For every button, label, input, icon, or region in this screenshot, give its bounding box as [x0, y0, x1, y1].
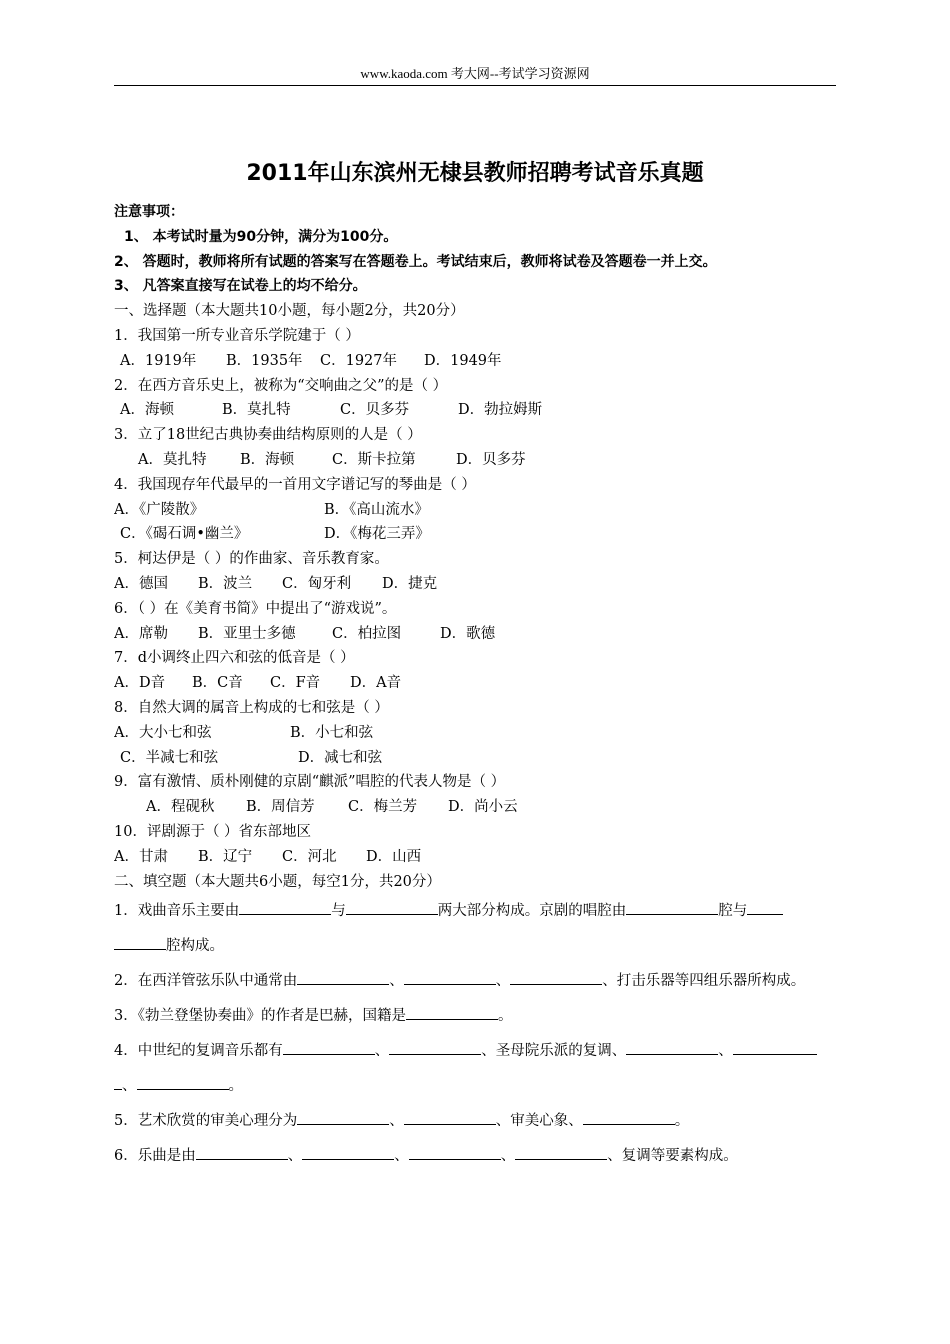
question-text: 3．立了18世纪古典协奏曲结构原则的人是（ ） [114, 427, 422, 444]
section-heading: 一、选择题（本大题共10小题，每小题2分，共20分） [114, 303, 465, 320]
option-row [114, 845, 838, 870]
option-row [114, 448, 838, 473]
question-text: 10．评剧源于（ ）省东部地区 [114, 823, 312, 840]
option: A．席勒 [114, 625, 168, 642]
option: A．程砚秋 [146, 799, 215, 816]
option: D．1949年 [424, 352, 502, 369]
answer-blank[interactable] [404, 970, 496, 985]
answer-blank[interactable] [409, 1145, 501, 1160]
option: C．匈牙利 [282, 575, 352, 592]
option: B．波兰 [198, 575, 253, 592]
answer-blank[interactable] [626, 1040, 718, 1055]
answer-blank[interactable] [297, 970, 389, 985]
option: C．F音 [270, 675, 321, 692]
option-row [114, 572, 838, 597]
notice-item: 1、 本考试时量为90分钟，满分为100分。 [124, 228, 398, 245]
option: C．半减七和弦 [120, 749, 219, 766]
answer-blank[interactable] [406, 1005, 498, 1020]
option: C．1927年 [320, 352, 397, 369]
option-row [114, 398, 838, 423]
option: B．1935年 [226, 352, 303, 369]
option: C．梅兰芳 [348, 799, 418, 816]
header-rule [114, 85, 836, 86]
option: A．1919年 [120, 352, 197, 369]
answer-blank[interactable] [297, 1110, 389, 1125]
fill-question: 3．《勃兰登堡协奏曲》的作者是巴赫，国籍是 。 [114, 999, 838, 1034]
notice-item: 2、 答题时，教师将所有试题的答案写在答题卷上。考试结束后，教师将试卷及答题卷一并上交。 [114, 253, 717, 270]
section-heading: 二、填空题（本大题共6小题，每空1分，共20分） [114, 873, 441, 890]
fill-question: 1．戏曲音乐主要由 与 两大部分构成。京剧的唱腔由 腔与 [114, 894, 838, 929]
option: B．海顿 [240, 451, 295, 468]
question-text: 2．在西方音乐史上，被称为“交响曲之父”的是（ ） [114, 377, 448, 394]
question-text: 9．富有激情、质朴刚健的京剧“麒派”唱腔的代表人物是（ ） [114, 774, 506, 791]
notice-item: 3、 凡答案直接写在试卷上的均不给分。 [114, 278, 367, 295]
option: A．《广陵散》 [114, 501, 205, 518]
page-title: 2011年山东滨州无棣县教师招聘考试音乐真题 [246, 161, 704, 186]
fill-question-cont: 腔构成。 [114, 929, 838, 964]
answer-blank[interactable] [302, 1145, 394, 1160]
question-text: 8．自然大调的属音上构成的七和弦是（ ） [114, 699, 389, 716]
answer-blank[interactable] [583, 1110, 675, 1125]
option: B．亚里士多德 [198, 625, 296, 642]
option: B．莫扎特 [222, 402, 291, 419]
question-text: 6．（ ）在《美育书简》中提出了“游戏说”。 [114, 600, 397, 617]
option: B．辽宁 [198, 848, 253, 865]
option-row [114, 622, 838, 647]
answer-blank[interactable] [404, 1110, 496, 1125]
fill-question: 2．在西洋管弦乐队中通常由 、 、 、打击乐器等四组乐器所构成。 [114, 964, 838, 999]
answer-blank[interactable] [283, 1040, 375, 1055]
option: B．C音 [192, 675, 243, 692]
fill-question: 6．乐曲是由 、 、 、 、复调等要素构成。 [114, 1139, 838, 1174]
question-text: 7．d小调终止四六和弦的低音是（ ） [114, 650, 355, 667]
option: C．贝多芬 [340, 402, 410, 419]
option: A．德国 [114, 575, 168, 592]
fill-question: 5．艺术欣赏的审美心理分为 、 、审美心象、 。 [114, 1104, 838, 1139]
page-header: www.kaoda.com 考大网--考试学习资源网 [360, 66, 590, 81]
option: C．柏拉图 [332, 625, 402, 642]
option: A．D音 [114, 675, 166, 692]
option: A．大小七和弦 [114, 724, 212, 741]
option: C．河北 [282, 848, 337, 865]
exam-body [114, 200, 838, 1174]
option: B．《高山流水》 [324, 501, 429, 518]
answer-blank[interactable] [626, 900, 718, 915]
option: D．减七和弦 [298, 749, 383, 766]
answer-blank[interactable] [196, 1145, 288, 1160]
option: D．山西 [366, 848, 422, 865]
answer-blank[interactable] [114, 1075, 122, 1090]
answer-blank[interactable] [239, 900, 331, 915]
fill-question-cont: 、 。 [114, 1069, 838, 1104]
option-row [114, 746, 838, 771]
answer-blank[interactable] [346, 900, 438, 915]
fill-question: 4．中世纪的复调音乐都有 、 、圣母院乐派的复调、 、 [114, 1034, 838, 1069]
question-text: 1．我国第一所专业音乐学院建于（ ） [114, 327, 360, 344]
option-row [114, 349, 838, 374]
answer-blank[interactable] [389, 1040, 481, 1055]
option-row [114, 498, 838, 523]
question-text: 5．柯达伊是（ ）的作曲家、音乐教育家。 [114, 551, 389, 568]
option: D．尚小云 [448, 799, 518, 816]
answer-blank[interactable] [733, 1040, 817, 1055]
answer-blank[interactable] [137, 1075, 229, 1090]
option: B．小七和弦 [290, 724, 374, 741]
answer-blank[interactable] [114, 935, 166, 950]
option: A．海顿 [120, 402, 174, 419]
answer-blank[interactable] [515, 1145, 607, 1160]
answer-blank[interactable] [510, 970, 602, 985]
answer-blank[interactable] [747, 900, 783, 915]
notice-heading: 注意事项： [114, 204, 184, 220]
option: D．捷克 [382, 575, 438, 592]
option: D．歌德 [440, 625, 496, 642]
option: D．A音 [350, 675, 402, 692]
option: C．斯卡拉第 [332, 451, 416, 468]
option: B．周信芳 [246, 799, 315, 816]
option: D．勃拉姆斯 [458, 402, 543, 419]
option: A．甘肃 [114, 848, 168, 865]
option: D．《梅花三弄》 [324, 526, 430, 543]
option: D．贝多芬 [456, 451, 526, 468]
option-row [114, 522, 838, 547]
option-row [114, 721, 838, 746]
option-row [114, 795, 838, 820]
question-text: 4．我国现存年代最早的一首用文字谱记写的琴曲是（ ） [114, 476, 476, 493]
option-row [114, 671, 838, 696]
option: C．《碣石调•幽兰》 [120, 526, 249, 543]
option: A．莫扎特 [138, 451, 207, 468]
